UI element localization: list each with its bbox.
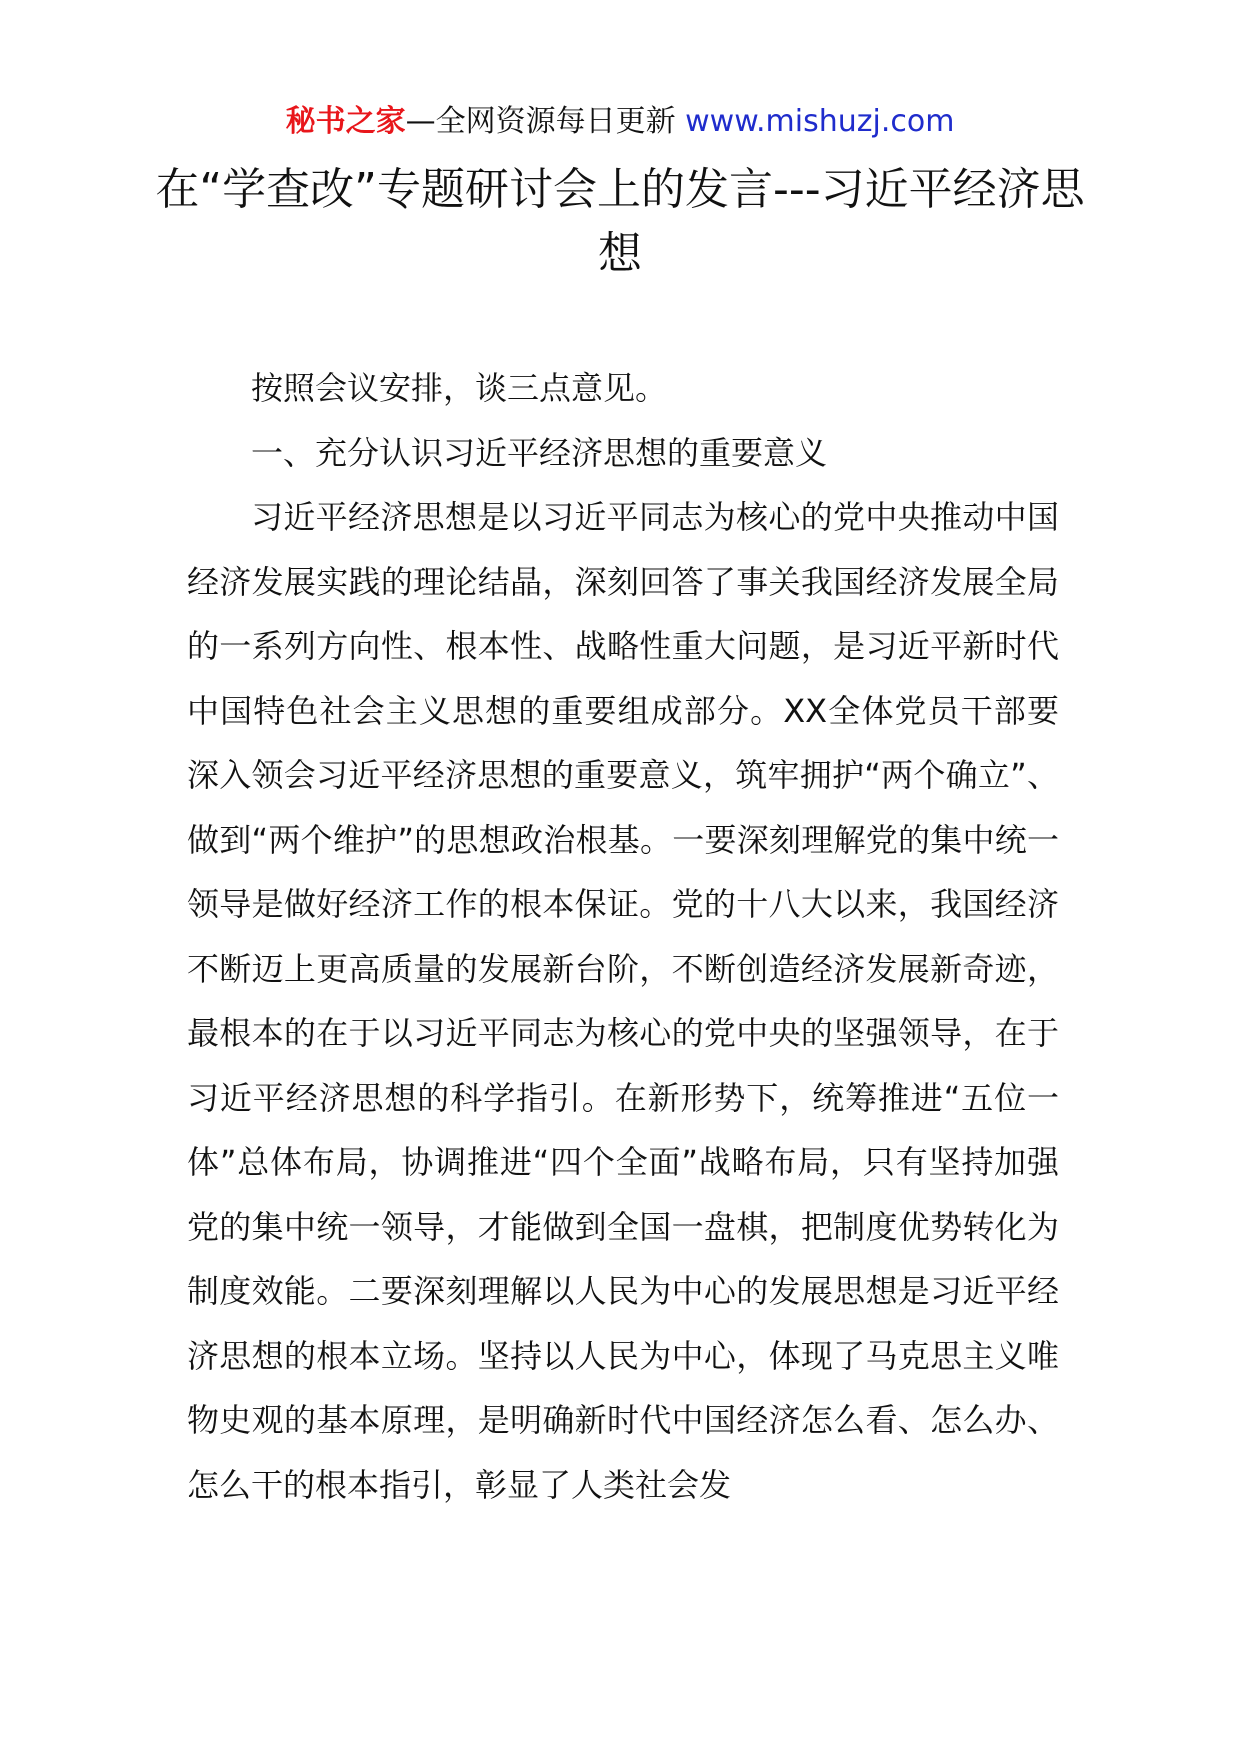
site-header bbox=[0, 102, 1240, 142]
body-paragraph-1: 习近平经济思想是以习近平同志为核心的党中央推动中国经济发展实践的理论结晶，深刻回答了事关我国经济发展全局的一系列方向性、根本性、战略性重大问题，是习近平新时代中国特色社会主义思想的重要组成部分。XX全体党员干部要深入领会习近平经济思想的重要意义，筑牢拥护“两个确立”、做到“两个维护”的思想政治根基。一要深刻理解党的集中统一领导是做好经济工作的根本保证。党的十八大以来，我国经济不断迈上更高质量的发展新台阶，不断创造经济发展新奇迹，最根本的在于以习近平同志为核心的党中央的坚强领导，在于习近平经济思想的科学指引。在新形势下，统筹推进“五位一体”总体布局，协调推进“四个全面”战略布局，只有坚持加强党的集中统一领导，才能做到全国一盘棋，把制度优势转化为制度效能。二要深刻理解以人民为中心的发展思想是习近平经济思想的根本立场。坚持以人民为中心，体现了马克思主义唯物史观的基本原理，是明确新时代中国经济怎么看、怎么办、怎么干的根本指引，彰显了人类社会发 bbox=[187, 498, 1059, 1504]
brand-name: 秘书之家 bbox=[285, 104, 406, 139]
section-heading-1: 一、充分认识习近平经济思想的重要意义 bbox=[251, 433, 828, 472]
body-paragraph-intro: 按照会议安排，谈三点意见。 bbox=[251, 369, 668, 407]
site-url-link[interactable]: www.mishuzj.com bbox=[685, 104, 955, 139]
document-title: 在“学查改”专题研讨会上的发言---习近平经济思想 bbox=[155, 164, 1085, 279]
header-tagline: —全网资源每日更新 bbox=[405, 104, 686, 139]
document-body bbox=[187, 356, 1059, 1517]
